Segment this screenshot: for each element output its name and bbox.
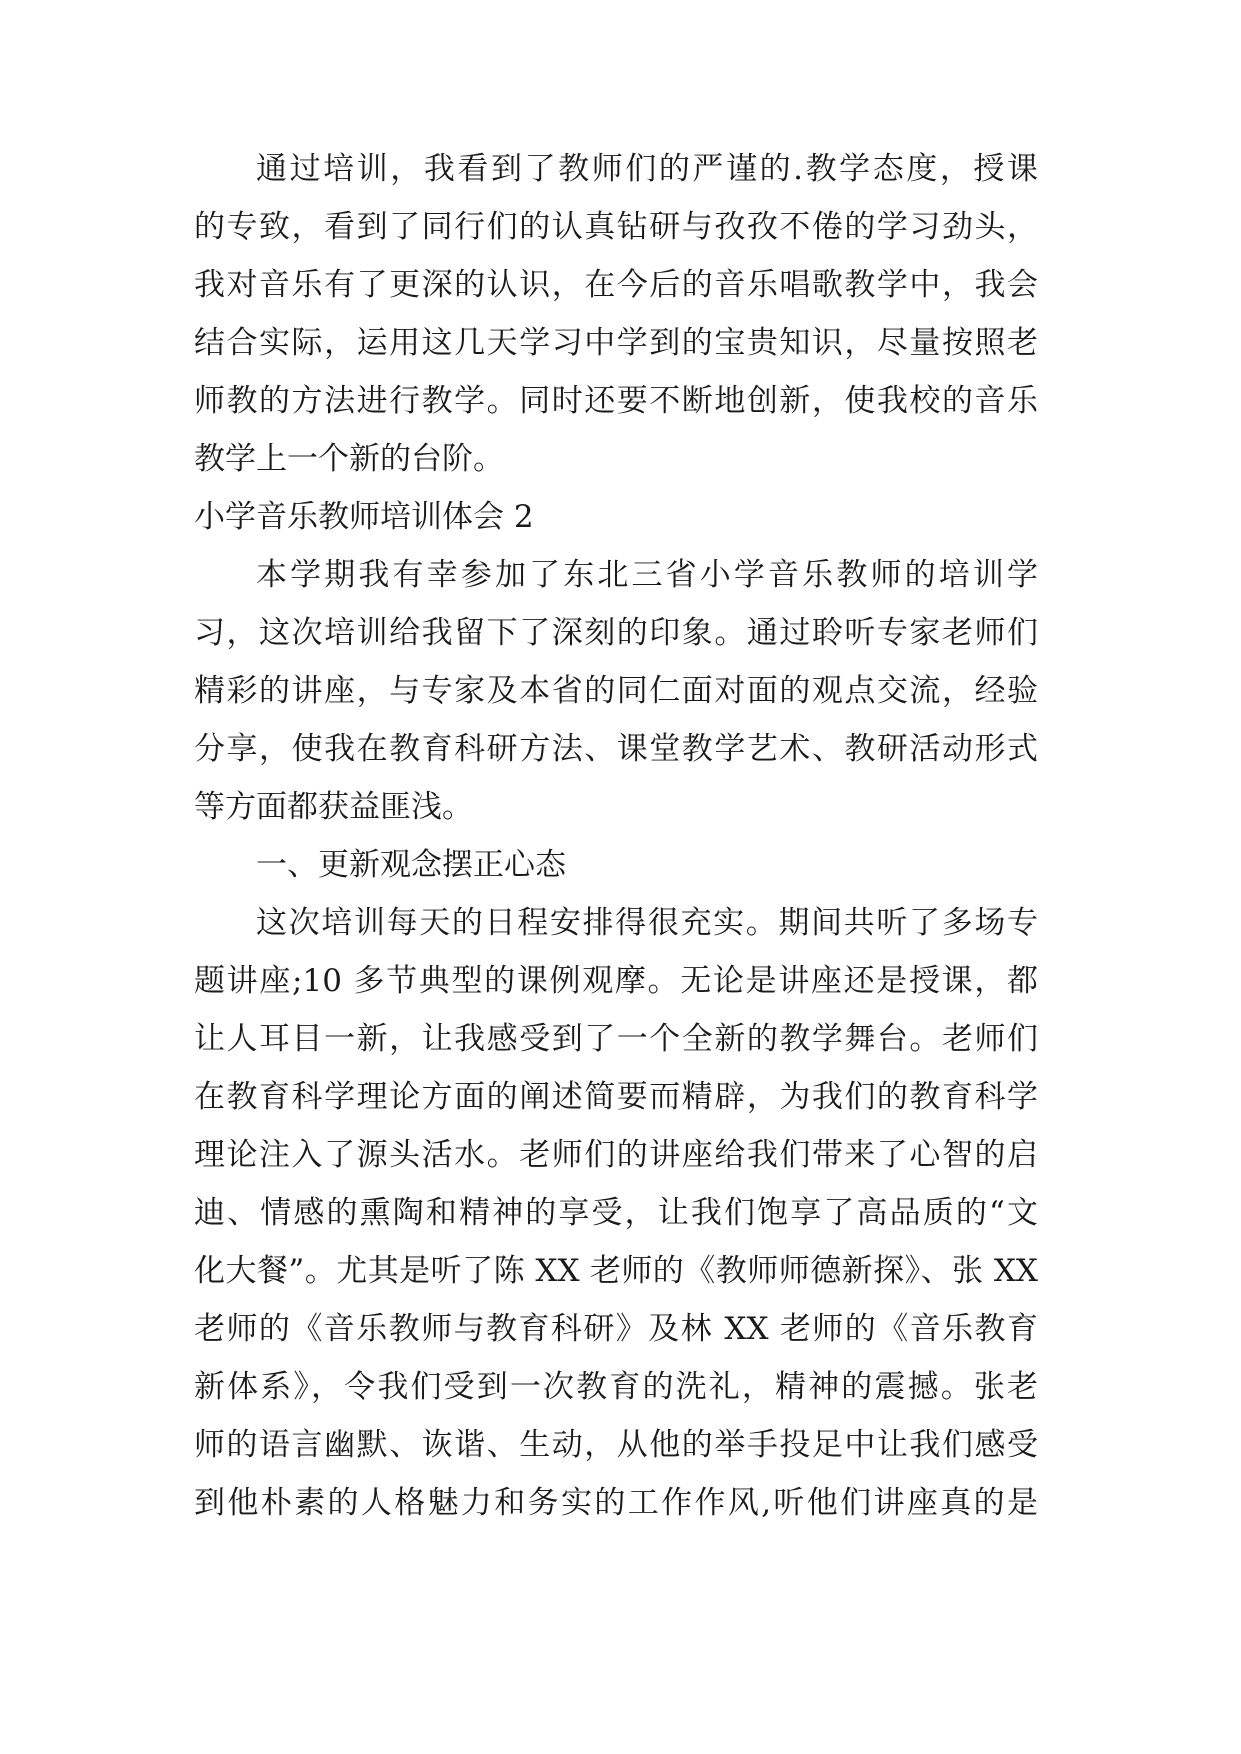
subsection-heading-1: 一、更新观念摆正心态 (256, 847, 566, 883)
paragraph-3-line-6: 迪、情感的熏陶和精神的享受，让我们饱享了高品质的“文 (194, 1195, 1038, 1231)
paragraph-2-line-2: 习，这次培训给我留下了深刻的印象。通过聆听专家老师们 (194, 615, 1038, 651)
paragraph-3-line-9: 新体系》，令我们受到一次教育的洗礼，精神的震撼。张老 (194, 1369, 1038, 1405)
paragraph-1-line-5: 师教的方法进行教学。同时还要不断地创新，使我校的音乐 (194, 383, 1038, 419)
paragraph-3-line-4: 在教育科学理论方面的阐述简要而精辟，为我们的教育科学 (194, 1079, 1038, 1115)
paragraph-1-line-3: 我对音乐有了更深的认识，在今后的音乐唱歌教学中，我会 (194, 267, 1038, 303)
paragraph-1-line-1: 通过培训，我看到了教师们的严谨的.教学态度，授课 (256, 151, 1038, 187)
paragraph-2-line-4: 分享，使我在教育科研方法、课堂教学艺术、教研活动形式 (194, 731, 1038, 767)
paragraph-3-line-11: 到他朴素的人格魅力和务实的工作作风,听他们讲座真的是 (194, 1485, 1038, 1521)
paragraph-1-line-4: 结合实际，运用这几天学习中学到的宝贵知识，尽量按照老 (194, 325, 1038, 361)
paragraph-2-line-3: 精彩的讲座，与专家及本省的同仁面对面的观点交流，经验 (194, 673, 1038, 709)
paragraph-3-line-2: 题讲座;10 多节典型的课例观摩。无论是讲座还是授课，都 (194, 963, 1038, 999)
section-heading-2: 小学音乐教师培训体会 2 (194, 499, 534, 535)
paragraph-3-line-1: 这次培训每天的日程安排得很充实。期间共听了多场专 (256, 905, 1038, 941)
paragraph-3-line-3: 让人耳目一新，让我感受到了一个全新的教学舞台。老师们 (194, 1021, 1038, 1057)
paragraph-2-line-5: 等方面都获益匪浅。 (194, 789, 473, 825)
paragraph-3-line-8: 老师的《音乐教师与教育科研》及林 XX 老师的《音乐教育 (194, 1311, 1038, 1347)
paragraph-1-line-2: 的专致，看到了同行们的认真钻研与孜孜不倦的学习劲头， (194, 209, 1038, 245)
paragraph-3-line-7: 化大餐”。尤其是听了陈 XX 老师的《教师师德新探》、张 XX (194, 1253, 1038, 1289)
paragraph-2-line-1: 本学期我有幸参加了东北三省小学音乐教师的培训学 (256, 557, 1038, 593)
paragraph-1-line-6: 教学上一个新的台阶。 (194, 441, 504, 477)
paragraph-3-line-10: 师的语言幽默、诙谐、生动，从他的举手投足中让我们感受 (194, 1427, 1038, 1463)
paragraph-3-line-5: 理论注入了源头活水。老师们的讲座给我们带来了心智的启 (194, 1137, 1038, 1173)
